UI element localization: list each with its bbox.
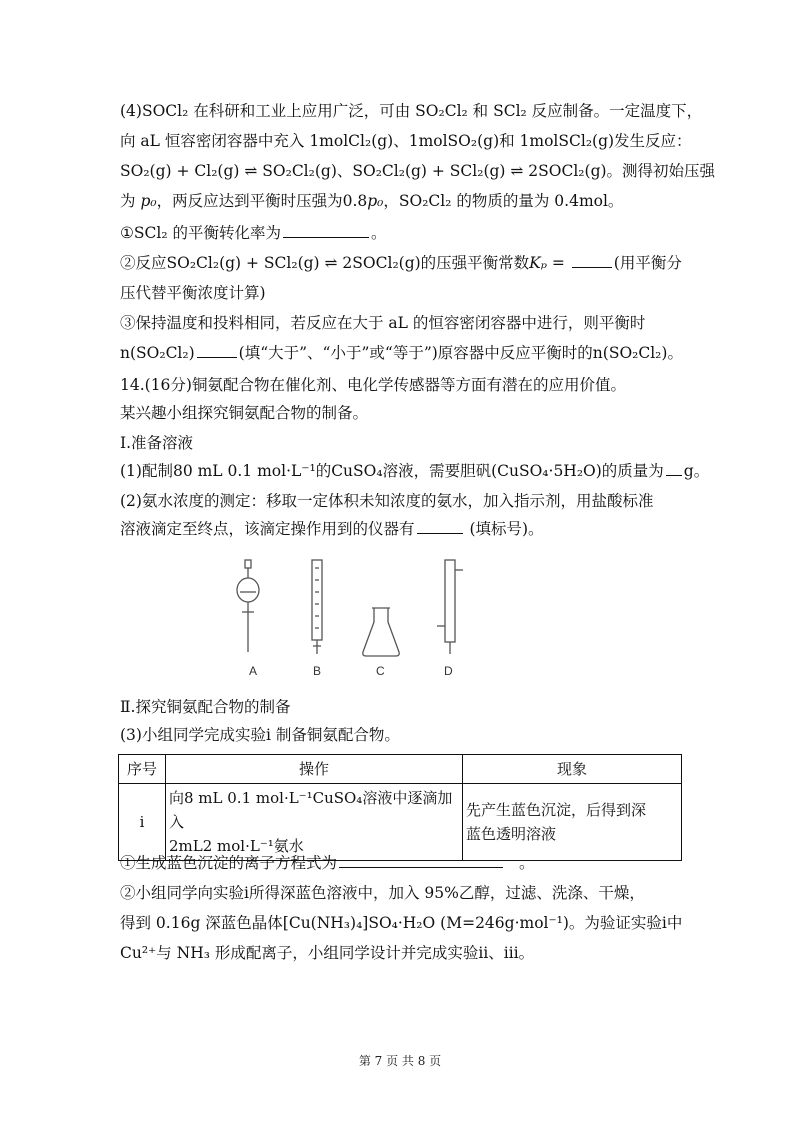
text: (1)配制80 mL 0.1 mol·L⁻¹的CuSO₄溶液，需要胆矾(CuSO₄·5H₂O)的质量为: [120, 462, 664, 480]
q4-intro-line-1: (4)SOCl₂ 在科研和工业上应用广泛，可由 SO₂Cl₂ 和 SCl₂ 反应制备。一定温度下，: [120, 102, 703, 120]
separatory-funnel-icon: [237, 560, 259, 652]
q14-s2-line-2: 得到 0.16g 深蓝色晶体[Cu(NH₃)₄]SO₄·H₂O (M=246g·mol⁻¹)。为验证实验ⅰ中: [120, 914, 683, 932]
apparatus-figure: [215, 556, 485, 686]
text: 为: [120, 192, 141, 210]
initial-pressure-symbol: p₀: [367, 192, 384, 210]
text: 溶液滴定至终点，该滴定操作用到的仪器有: [120, 520, 415, 538]
apparatus-label-d: D: [444, 664, 453, 678]
burette-icon: [312, 560, 322, 654]
answer-blank[interactable]: [417, 519, 463, 534]
q4-sub3: ③保持温度和投料相同，若反应在大于 aL 的恒容密闭容器中进行，则平衡时: [120, 314, 646, 332]
operation-line: 2mL2 mol·L⁻¹氨水: [169, 837, 304, 855]
text: ①SCl₂ 的平衡转化率为: [120, 224, 281, 242]
text: n(SO₂Cl₂): [120, 344, 195, 362]
q4-intro-line-2: 向 aL 恒容密闭容器中充入 1molCl₂(g)、1molSO₂(g)和 1molSCl₂(g)发生反应：: [120, 132, 692, 150]
phenomenon-cell: [463, 784, 682, 861]
experiment-table: [118, 754, 682, 861]
text: ②反应SO₂Cl₂(g) + SCl₂(g) ⇌ 2SOCl₂(g)的压强平衡常数: [120, 254, 530, 272]
text: g。: [683, 462, 710, 480]
apparatus-label-c: C: [376, 664, 385, 678]
header-cell: 操作: [166, 755, 463, 784]
q4-equation-line: SO₂(g) + Cl₂(g) ⇌ SO₂Cl₂(g)、SO₂Cl₂(g) + SCl₂(g) ⇌ 2SOCl₂(g)。测得初始压强: [120, 162, 716, 180]
text: ，SO₂Cl₂ 的物质的量为 0.4mol。: [383, 192, 624, 210]
part1-heading: Ⅰ.准备溶液: [120, 434, 194, 452]
q14-q1: [120, 460, 710, 482]
q14-title-1: 14.(16分)铜氨配合物在催化剂、电化学传感器等方面有潜在的应用价值。: [120, 376, 626, 394]
q4-sub2: [120, 252, 700, 274]
answer-blank[interactable]: [283, 223, 369, 238]
q4-sub1: [120, 222, 700, 244]
text: (填标号)。: [464, 520, 544, 538]
answer-blank[interactable]: [666, 461, 682, 476]
phenomenon-line: 先产生蓝色沉淀，后得到深: [466, 801, 647, 819]
header-cell: 序号: [119, 755, 166, 784]
q14-q2-cont: [120, 518, 700, 540]
phenomenon-line: 蓝色透明溶液: [466, 825, 557, 843]
text: ，两反应达到平衡时压强为0.8: [156, 192, 368, 210]
apparatus-label-a: A: [249, 664, 258, 678]
conical-flask-icon: [363, 608, 399, 656]
q4-sub2-cont: 压代替平衡浓度计算): [120, 284, 266, 302]
q14-s1: [120, 852, 700, 874]
q14-q3: (3)小组同学完成实验ⅰ 制备铜氨配合物。: [120, 726, 400, 744]
page-footer: 第 7 页 共 8 页: [358, 1054, 442, 1068]
burette-with-stopcock-icon: [437, 560, 463, 654]
text: (用平衡分: [613, 254, 682, 272]
q14-s2-line-1: ②小组同学向实验ⅰ所得深蓝色溶液中，加入 95%乙醇，过滤、洗涤、干燥，: [120, 884, 645, 902]
text: ①生成蓝色沉淀的离子方程式为: [120, 854, 338, 872]
answer-blank[interactable]: [339, 853, 503, 868]
part2-heading: Ⅱ.探究铜氨配合物的制备: [120, 698, 291, 716]
header-cell: 现象: [463, 755, 682, 784]
row-id-cell: ⅰ: [119, 784, 166, 861]
operation-line: 向8 mL 0.1 mol·L⁻¹CuSO₄溶液中逐滴加入: [169, 789, 453, 831]
q4-sub3-cont: [120, 342, 700, 364]
answer-blank[interactable]: [197, 343, 237, 358]
text: 。: [519, 854, 535, 872]
table-row: [119, 784, 682, 861]
operation-cell: [166, 784, 463, 861]
apparatus-label-b: B: [313, 664, 322, 678]
table-header-row: [119, 755, 682, 784]
q14-q2: (2)氨水浓度的测定：移取一定体积未知浓度的氨水，加入指示剂，用盐酸标准: [120, 492, 654, 510]
text: =: [546, 254, 570, 272]
text: 。: [370, 224, 387, 242]
kp-symbol: Kₚ: [529, 254, 547, 272]
answer-blank[interactable]: [572, 253, 612, 268]
text: (填“大于”、“小于”或“等于”)原容器中反应平衡时的n(SO₂Cl₂)。: [238, 344, 683, 362]
q14-s2-line-3: Cu²⁺与 NH₃ 形成配离子，小组同学设计并完成实验ⅱ、ⅲ。: [120, 944, 535, 962]
initial-pressure-symbol: p₀: [140, 192, 157, 210]
q14-title-2: 某兴趣小组探究铜氨配合物的制备。: [120, 404, 369, 422]
q4-pressure-line: [120, 190, 700, 212]
